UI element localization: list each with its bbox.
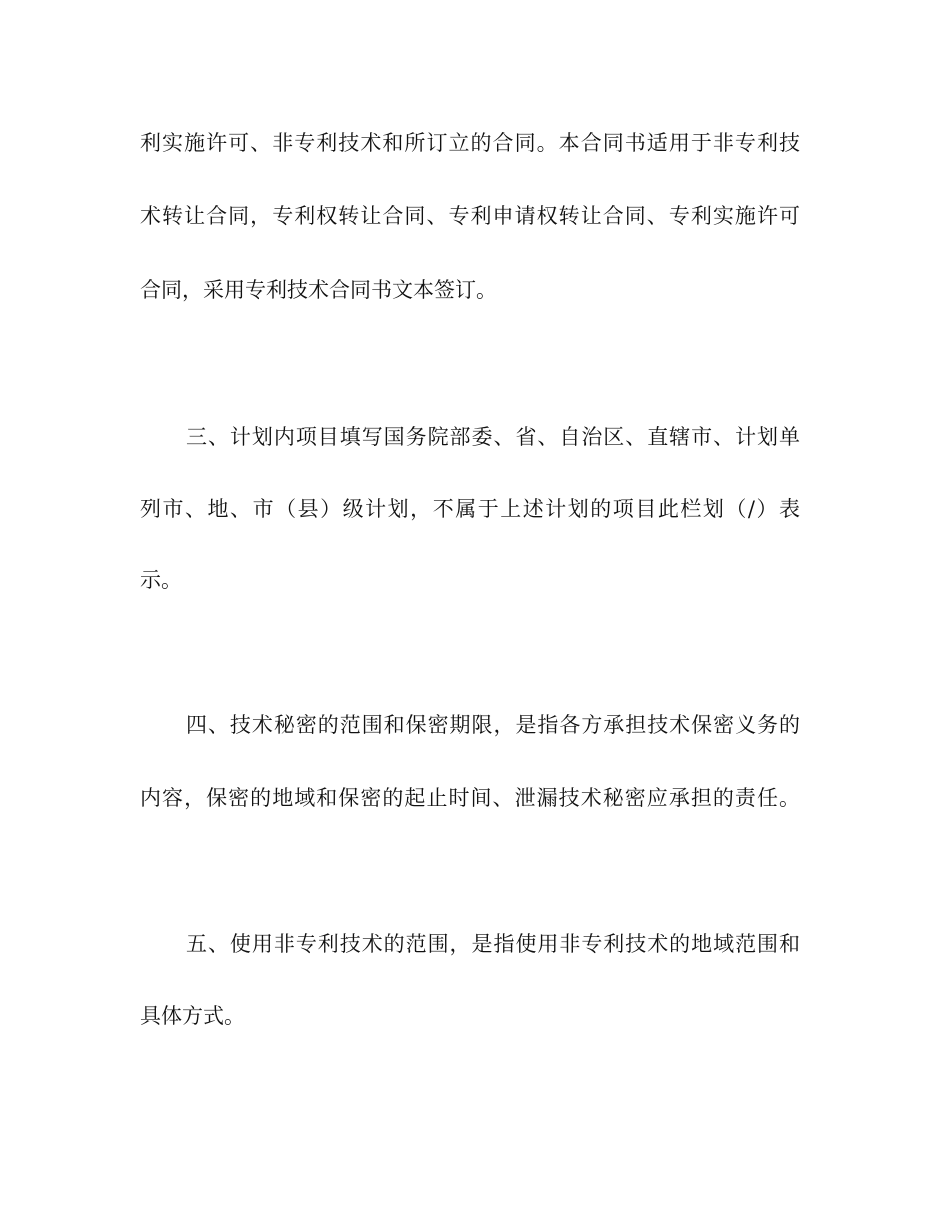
paragraph-3-line-2: 内容，保密的地域和保密的起止时间、泄漏技术秘密应承担的责任。: [140, 786, 800, 810]
paragraph-1-line-2: 术转让合同，专利权转让合同、专利申请权转让合同、专利实施许可: [140, 204, 800, 228]
paragraph-4-line-1: 五、使用非专利技术的范围，是指使用非专利技术的地域范围和: [186, 932, 800, 956]
paragraph-1-line-1: 利实施许可、非专利技术和所订立的合同。本合同书适用于非专利技: [140, 131, 800, 155]
paragraph-1-line-3: 合同，采用专利技术合同书文本签订。: [140, 278, 497, 302]
paragraph-2-line-2: 列市、地、市（县）级计划，不属于上述计划的项目此栏划（/）表: [140, 497, 800, 521]
paragraph-4-line-2: 具体方式。: [140, 1004, 245, 1028]
paragraph-2-line-1: 三、计划内项目填写国务院部委、省、自治区、直辖市、计划单: [186, 425, 800, 449]
paragraph-3-line-1: 四、技术秘密的范围和保密期限，是指各方承担技术保密义务的: [186, 713, 800, 737]
paragraph-2-line-3: 示。: [140, 568, 182, 592]
